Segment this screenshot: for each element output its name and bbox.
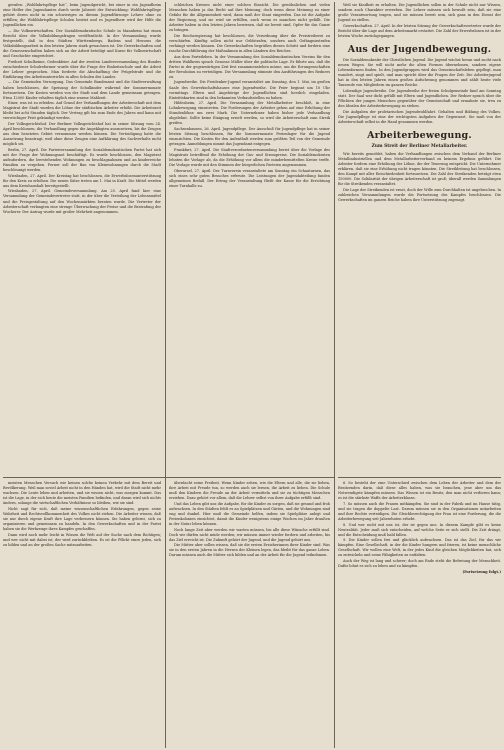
article-paragraph: Aus dem Parteileben. In der Versammlung des Sozialdemokratischen Vereins für den dritten Wahlkreis sprach Genosse Müller über die politische Lage. Er führte aus, daß die Partei in der gegenwärtigen Zeit fest zusammenstehen müsse, um die Errungenschaften der Revolution zu verteidigen. Die Versammlung stimmte den Ausführungen des Redners zu. [169,54,330,79]
column-1 [3,3,161,477]
article-paragraph: Dann wird noch mehr leicht in Wissen die Welt auf der Suche nach dem Richtigen; und wer nicht mit dabei ist, der wird zurückbleiben. Es ist die Pflicht eines jeden, sich zu bilden und an der großen Sache mitzuarbeiten. [3,532,161,547]
article-paragraph: Die Lage der Streikenden ist ernst, doch der Wille zum Durchhalten ist ungebrochen. In zahlreichen Versammlungen wurde die Fortsetzung des Kampfes beschlossen. Die Gewerkschaften im ganzen Reiche haben ihre Unterstützung zugesagt. [338,187,501,202]
article-paragraph: — Die Volkswirtschaften. Der Sozialdemokratische Schule in Mannheim hat einen Bericht über die Volksbildungsfragen veröffentlicht. In der Versammlung wurde festgestellt, daß in den Städten Württembergs, Badens und Hessens die Volksbildungsarbeit in den letzten Jahren stark gewachsen ist. Die Gewerkschaften und die Genossenschaften haben sich an der Arbeit beteiligt und Kurse für Volkswirtschaft und Geschichte eingerichtet. [3,28,161,59]
article-paragraph: Noch lange Zeit aber werden wir warten müssen, bis alle diese Wünsche erfüllt sind. Doch wir dürfen nicht müde werden; wir müssen immer wieder fordern und arbeiten, bis das Ziel erreicht ist. Die Zukunft gehört der Jugend, und die Jugend gehört uns. [169,527,330,542]
article-paragraph: Nicht sagt für sich, daß meine wissenschaftlichen Erfahrungen, gegen seine Wahrheit und Rechtsvollkommenheit des Volkes nicht stehen. Die Arbeiter wissen, daß sie nur durch eigene Kraft ihre Lage verbessern können. Sie haben gelernt, sich zu organisieren und gemeinsam zu handeln. In den Gewerkschaften und in der Partei haben sie die Werkzeuge ihres Kampfes geschaffen. [3,506,161,532]
article-paragraph: Weil sie Kindheit zu erhalten. Die Jugendlichen sollen in der Schule nicht nur Wissen, sondern auch Charakter erwerben. Die Lehrer müssen sich bewußt sein, daß sie eine große Verantwortung tragen, und sie müssen bereit sein, sich ganz in den Dienst der Jugend zu stellen. [338,3,501,23]
article-paragraph: Frankfurt, 27. April. Die Stadtverordnetenversammlung beriet über die Vorlage des Magistrats betreffend die Erhöhung der Gas- und Strompreise. Die Sozialdemokraten lehnten die Vorlage ab, da die Erhöhung vor allem die minderbemittelten Kreise treffe. Die Vorlage wurde mit den Stimmen der bürgerlichen Parteien angenommen. [169,147,330,168]
column-rule [334,2,335,748]
article-paragraph: Lebendige Jugendweihe. Die Jugendweihe der freien Schulgemeinde fand am Sonntag statt. Der Saal war dicht gefüllt mit Eltern und Jugendlichen. Der Redner sprach über die Pflichten der jungen Menschen gegenüber der Gemeinschaft und ermahnte sie, treu zu den Idealen der Arbeiterbewegung zu stehen. [338,88,501,108]
article-paragraph: schleichen Kreisen nicht einer solchen Einsicht. Die gewöhnlichen und vielen Menschen haben ja das Recht auf ihre Meinung; doch wenn diese Meinung zu einer Gefahr für die Allgemeinheit wird, dann muß der Staat eingreifen. Das ist die Aufgabe der Regierung, und sie wird sie erfüllen, auch wenn es manchen nicht gefällt. Die Arbeiter haben in den letzten Jahren bewiesen, daß sie bereit sind, Opfer für das Ganze zu bringen. [169,3,330,33]
section-rule [3,477,334,478]
column-4 [3,481,161,747]
article-paragraph: Die Aufgaben der proletarischen Jugendwohlfahrt. Gehalten und Bildung des Volkes. Die Jugendpflege ist eine der wichtigsten Aufgaben der Gegenwart. Sie muß von der Arbeiterschaft selbst in die Hand genommen werden. [338,109,501,124]
section-rule [338,477,501,478]
article-paragraph: 7. So müssen auch die Frauen mitkämpfen. Sie sind in der Fabrik und im Hause tätig, und sie tragen die doppelte Last. Darum müssen sie in den Organisationen mitarbeiten und ihre Rechte verteidigen. Die Gleichberechtigung der Frau ist eine Forderung, die die Arbeiterbewegung seit Jahrzehnten erhebt. [338,501,501,521]
section-heading: Aus der Jugendbewegung. [347,43,492,55]
column-rule [165,2,166,748]
article-paragraph: Der Volksgerichtshof. Der Berliner Volksgerichtshof hat in seiner Sitzung vom 24. April beschlossen, die Verhandlung gegen die Angeklagten auszusetzen, bis die Zeugen aus dem besetzten Gebiet vernommen werden können. Die Verteidigung hatte die Aussetzung beantragt, weil ohne diese Zeugen eine Aufklärung des Sachverhalts nicht möglich sei. [3,122,161,147]
continuation-note: (Fortsetzung folgt.) [462,569,501,574]
article-paragraph: Berlin, 27. April. Die Parteiversammlung der Sozialdemokratischen Partei hat sich mit der Frage der Wohnungsnot beschäftigt. Es wurde beschlossen, den Magistrat aufzufordern, die leerstehenden Wohnungen zu beschlagnahmen und an kinderreiche Familien zu vergeben. Ferner soll der Bau von Kleinwohnungen durch die Stadt beschleunigt werden. [3,147,161,173]
article-subheading: Zum Streit der Berliner Metallarbeiter. [371,143,468,149]
article-paragraph: Die Sozialdemokratie der Christlichen Jugend. Die Jugend wächst heran und sucht nach neuen Wegen. Sie will nicht mehr die alten Formen übernehmen, sondern eigene Lebensformen finden. In den Jugendgruppen wird das Gemeinschaftsleben gepflegt, man wandert, singt und spielt, und man spricht über die Fragen der Zeit. Die Arbeiterjugend hat in den letzten Jahren einen großen Aufschwung genommen und zählt heute viele Tausende von Mitgliedern im ganzen Reiche. [338,57,501,88]
article-paragraph: Die Mütter aber sollen wissen, daß sie die ersten Erzieherinnen ihrer Kinder sind. Was sie in den ersten Jahren in die Herzen der Kleinen legen, das bleibt für das ganze Leben. Darum müssen auch die Mütter sich bilden und an der Arbeit für die Jugend teilnehmen. [169,543,330,558]
section-heading: Arbeiterbewegung. [367,129,472,141]
article-paragraph: meisten Menschen Versuch wie keinen solche keinen Verkehr mit dem Bereit und Bevölkerung. Weil man soviel Arbeit nicht in den Händen hat, wird die Stadt nicht mehr wachsen. Die Leute leben und arbeiten, und sie wissen nicht, was morgen kommt. Das ist die Lage, in der sich heute die meisten Familien befinden, und daran wird sich nichts ändern, solange die wirtschaftlichen Verhältnisse so bleiben, wie sie sind. [3,481,161,506]
article-paragraph: Freiheit Schulheime, Gedenkfeier. Auf der zweiten Landesversammlung des Bundes entschiedener Schulreformer wurde über die Frage der Einheitsschule und die Arbeit der Lehrer gesprochen. Man forderte die Abschaffung der Prügelstrafe und die Einführung des Arbeitsunterrichts in allen Schulen des Landes. [3,59,161,79]
article-paragraph: Und das Leben gibt uns die Aufgabe, für die Kinder zu sorgen, daß sie gesund und froh aufwachsen. In den Städten fehlt es an Spielplätzen und Gärten, und die Wohnungen sind eng und dunkel. Hier muß die Gemeinde helfen, indem sie Spielplätze anlegt und Ferienkolonien einrichtet, damit die Kinder wenigstens einige Wochen im Jahre draußen in der Natur leben können. [169,501,330,526]
column-6 [338,481,501,747]
article-paragraph: Auch der Weg ist lang und schwer; doch am Ende steht die Befreiung der Menschheit. Dafür lohnt es sich zu leben und zu kämpfen. [338,559,501,569]
article-paragraph: Sachsenhausen, 26. April. Jugendpflege. Der Ausschuß für Jugendpflege hat in seiner letzten Sitzung beschlossen, für die Sommermonate Ferienlager für die Jugend einzurichten. Die Kosten für den Aufenthalt werden zum größten Teil von der Gemeinde getragen. Anmeldungen nimmt das Jugendamt entgegen. [169,127,330,147]
article-paragraph: Gewerkschaften. 27. April. In der letzten Sitzung der Gewerkschaftsvertreter wurde der Bericht über die Lage auf dem Arbeitsmarkt erstattet. Die Zahl der Erwerbslosen ist in der letzten Woche zurückgegangen. [338,23,501,38]
article-paragraph: Hildesheim, 27. April. Die Versammlung der Metallarbeiter beschloß, in eine Lohnbewegung einzutreten. Die Forderungen der Arbeiter gehen auf eine Erhöhung der Stundenlöhne um zwei Mark. Die Unternehmer haben bisher jede Verhandlung abgelehnt. Sollte keine Einigung erzielt werden, so wird die Arbeiterschaft zum Streik greifen. [169,101,330,126]
article-paragraph: Oberursel, 27. April. Der Turnverein veranstaltete am Sonntag ein Schauturnen, das sich eines sehr guten Besuches erfreute. Die Leistungen der Jugendabteilung fanden allgemeinen Beifall. Der Ertrag der Veranstaltung fließt der Kasse für die Errichtung einer Turnhalle zu. [169,168,330,188]
article-paragraph: 6. So besteht der eine Unterschied zwischen dem Leben der Arbeiter und dem der Besitzenden darin, daß diese alles haben, was sie brauchen, jene aber um das Notwendigste kämpfen müssen. Das Wissen ist ein Besitz, den man nicht verlieren kann; es ist die stärkste Waffe der Arbeiterklasse. [338,481,501,501]
article-paragraph: Wiesbaden, 27. April. Gemeindeversammlung. Am 25. April fand hier eine Versammlung der Gemeindevertreter statt, in der über die Verteilung der Lebensmittel und die Preisgestaltung auf den Wochenmärkten beraten wurde. Die Vertreter der Arbeiterschaft verlangten eine strenge Überwachung der Preise und die Bestrafung der Wucherer. Der Antrag wurde mit großer Mehrheit angenommen. [3,189,161,214]
article-paragraph: Wiesbaden, 27. April. Der Kreistag hat beschlossen, die Erwerbslosenunterstützung für den Kreis zu erhöhen. Die neuen Sätze treten am 1. Mai in Kraft. Die Mittel werden aus dem Kreishaushalt bereitgestellt. [3,173,161,188]
article-paragraph: Wie bereits gemeldet, haben die Verhandlungen zwischen dem Verband der Berliner Metallindustriellen und dem Metallarbeiterverband zu keinem Ergebnis geführt. Die Arbeiter fordern eine Erhöhung der Löhne, die der Teuerung entspricht. Die Unternehmer erklären, daß sie eine Erhöhung nicht tragen könnten. Die Streikleitung hat beschlossen, den Kampf mit aller Entschiedenheit fortzusetzen. Die Zahl der Streikenden beträgt etwa 150000. Die Solidarität der übrigen Arbeiterschaft ist groß; überall werden Sammlungen für die Streikenden veranstaltet. [338,151,501,186]
article-paragraph: überdacht seine Freiheit. Wenn Kinder sehen, wie die Eltern und alle, die sie lieben, ihre Arbeit mit Freude tun, so werden auch sie lernen, die Arbeit zu lieben. Die Schule muß den Kindern die Freude an der Arbeit vermitteln und sie zu tüchtigen Menschen erziehen. Dazu gehört vor allem, daß die Lehrer selbst von ihrer Aufgabe erfüllt sind. [169,481,330,501]
column-2 [169,3,330,477]
article-paragraph: Jugendweihe. Die Freidenker-Jugend veranstaltet am Sonntag, den 1. Mai, im großen Saale des Gewerkschaftshauses eine Jugendweihe. Die Feier beginnt um 10 Uhr vormittags. Eltern und Angehörige der Jugendlichen sind herzlich eingeladen. Eintrittskarten sind in den bekannten Verkaufsstellen zu haben. [169,80,330,100]
article-paragraph: Einer, was ist zu erleiden. Auf Grund der Verhandlungen der Arbeiterschaft mit dem Magistrat der Stadt wurden die Löhne der städtischen Arbeiter erhöht. Die Arbeitszeit bleibt bei acht Stunden täglich. Der Vertrag gilt bis zum Ende des Jahres und kann mit vierwöchiger Frist gekündigt werden. [3,101,161,121]
column-5 [169,481,330,747]
article-paragraph: gerufen: „Wohlfahrtspflege hat“, beim Jugendgericht, bei einer in ein Jugendheim eine Helfer des Jugendamtes durch weite Jahrzeit der Entwicklung: Wohlfahrtspflege gehört deren nicht in ein schwieriges zu diesem Jugendfürsorge Lehrer ohne zu erfüllen; die Wohlfahrtspflege Schulen besitzt und es Jugendherr wird der Hilfe die Jugendlichen ein. [3,3,161,28]
article-paragraph: Die Reichsregierung hat beschlossen, die Verordnung über die Preistreiberei zu verschärfen. Künftig sollen nicht nur Geldstrafen, sondern auch Gefängnisstrafen verhängt werden können. Die Gewerkschaften begrüßen diesen Schritt und fordern eine rasche Durchführung der Maßnahmen in allen Ländern des Reiches. [169,33,330,54]
article-paragraph: 9. Die Kinder sollen frei und glücklich aufwachsen. Das ist das Ziel, für das wir kämpfen. Eine Gesellschaft, in der die Kinder hungern und frieren, ist keine menschliche Gesellschaft. Wir wollen eine Welt, in der jedes Kind die gleichen Möglichkeiten hat, sich zu entwickeln und seine Fähigkeiten zu entfalten. [338,538,501,558]
article-paragraph: 8. Und wer nicht mit uns ist, der ist gegen uns. In diesem Kampfe gibt es keine Neutralität. Jeder muß sich entscheiden, auf welche Seite er sich stellt. Die Zeit drängt, und die Entscheidung muß bald fallen. [338,522,501,537]
article-paragraph: — Die Gemeinden Versorgung. Das Gemeinde Bundesamt und die Stadtverwaltung haben beschlossen, die Speisung der Schulkinder während der Sommermonate fortzusetzen. Die Kosten werden von der Stadt und dem Lande gemeinsam getragen. Etwa 12000 Kinder erhalten täglich eine warme Mahlzeit. [3,80,161,100]
